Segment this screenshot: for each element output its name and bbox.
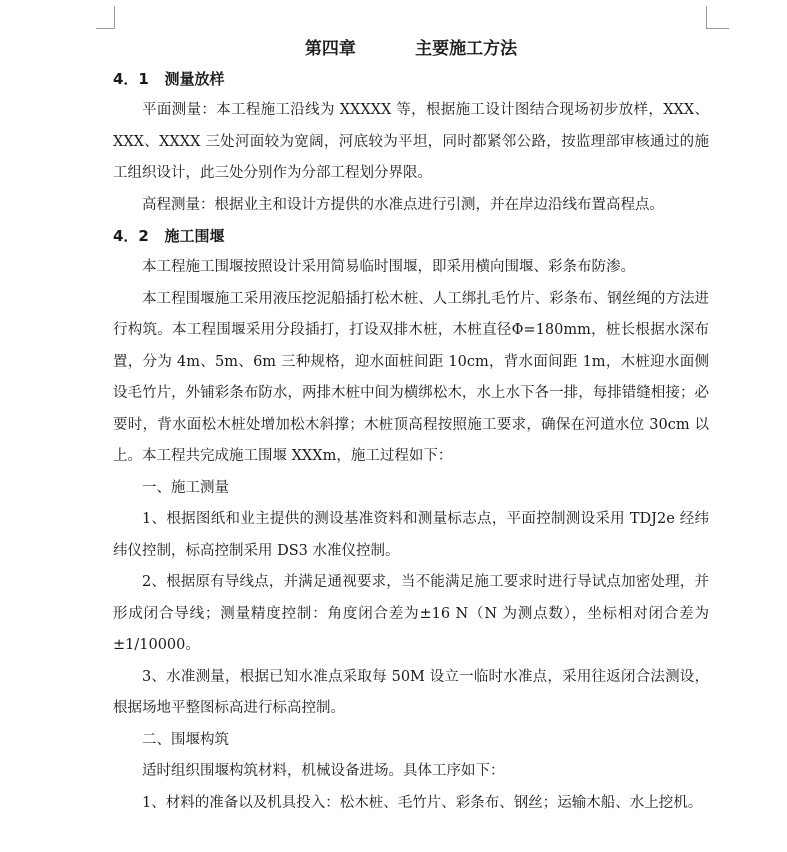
list-item: 3、水准测量，根据已知水准点采取每 50M 设立一临时水准点，采用往返闭合法测设，根据场地平整图标高进行标高控制。 — [113, 668, 709, 716]
subsection-title: 二、围堰构筑 — [142, 731, 229, 748]
document-body[interactable] — [113, 34, 709, 819]
section-heading: 4．2 施工围堰 — [113, 227, 225, 245]
chapter-title: 第四章 主要施工方法 — [304, 39, 518, 59]
page-corner-mark-left — [96, 6, 115, 29]
page-corner-mark-right — [706, 6, 729, 29]
list-item: 1、材料的准备以及机具投入：松木桩、毛竹片、彩条布、钢丝；运输木船、水上挖机。 — [142, 794, 703, 811]
paragraph: 本工程施工围堰按照设计采用简易临时围堰，即采用横向围堰、彩条布防渗。 — [142, 259, 635, 275]
paragraph: 高程测量：根据业主和设计方提供的水准点进行引测，并在岸边沿线布置高程点。 — [142, 196, 664, 213]
subsection-title: 一、施工测量 — [142, 479, 229, 496]
paragraph: 适时组织围堰构筑材料，机械设备进场。具体工序如下： — [142, 763, 505, 779]
section-heading: 4．1 测量放样 — [113, 70, 225, 88]
list-item: 1、根据图纸和业主提供的测设基准资料和测量标志点，平面控制测设采用 TDJ2e 经纬纬仪控制，标高控制采用 DS3 水准仪控制。 — [113, 511, 709, 559]
paragraph: 本工程围堰施工采用液压挖泥船插打松木桩、人工绑扎毛竹片、彩条布、钢丝绳的方法进行构筑。本工程围堰采用分段插打，打设双排木桩，木桩直径Φ=180mm，桩长根据水深布置，分为 4m、5m、6m 三种规格，迎水面桩间距 10cm，背水面间距 1m，木桩迎水面侧设毛竹片，外铺彩条布防水，两排木桩中间为横绑松木，水上水下各一排，每排错缝相接；必要时，背水面松木桩处增加松木斜撑；木桩顶高程按照施工要求，确保在河道水位 30cm 以上。本工程共完成施工围堰 XXXm，施工过程如下： — [113, 290, 709, 464]
paragraph: 平面测量：本工程施工沿线为 XXXXX 等，根据施工设计图结合现场初步放样，XXX、XXX、XXXX 三处河面较为宽阔，河底较为平坦，同时都紧邻公路，按监理部审核通过的施工组织设计，此三处分别作为分部工程划分界限。 — [113, 102, 709, 181]
list-item: 2、根据原有导线点，并满足通视要求，当不能满足施工要求时进行导试点加密处理，并形成闭合导线；测量精度控制：角度闭合差为±16 N（N 为测点数），坐标相对闭合差为±1/10000。 — [113, 574, 709, 653]
